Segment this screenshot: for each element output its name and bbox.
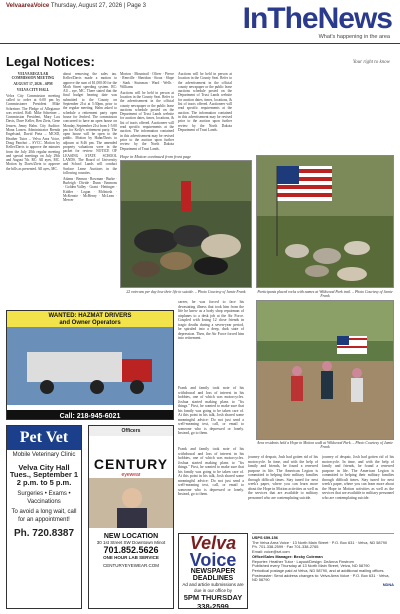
story-column-c2: journey of despair, Josh had gotten rid of his motorcycle. In time, and with the help of family and friends, he found a renewed purpose in life. The American Legion is committed to helping their military families through difficult times. Stay tuned for next week's paper, where you can learn more about the Hope in Motion activities as well as the services that are available to military personnel who are contemplating suicide.: [322, 455, 394, 500]
usps-number: USPS 659-156: [252, 535, 278, 540]
voice-logo-voice: Voice: [189, 550, 237, 570]
usps-postage: Periodical postage paid at Velva, ND 58790, and at additional mailing offices.: [252, 567, 385, 573]
pet-vet-services: Surgeries • Exams • Vaccinations: [17, 491, 71, 505]
doctor-photo: [89, 478, 174, 528]
masthead-line: [6, 3, 146, 9]
meeting-text: Velva City Commission meeting called to order at 6:00 pm by Commissioner President Mike Schreiner. The Pledge of Allegiance was recited. Roll: Mike Schreiner – Commission President, Mary Lou Davis, Dave Keller, Ben Zietz, Gene Jensen, Jenny Hahn. City Auditor: Mona Larsen. Administrator Brenda Engelstad, David Pieta – MCSD, Heather Tutor – Velva Area Voice, Doug Panchot – SVCC. Motion by Keller/Davis to approve the minutes from the July 20th regular meeting and special meetings on July 29th and August 7th. RC: All ayes, MC. Motion by Davis/Zietz to approve the bills as presented. All ayes, MC.: [6, 93, 60, 171]
rocks-flag-photo: [256, 155, 394, 288]
masthead: VelvaareaVoice: [6, 3, 50, 9]
usps-address: The Velva Area Voice · 13 North Main Street · P.O. Box 631 · Velva, ND 58790: [252, 539, 388, 545]
flag-rocks-illustration: [257, 156, 394, 288]
story-column-b: Frank and family took note of his withdrawal and loss of interest in his hobbies, one of which was motorcycles. Joshua started making plans to "fix things." First, he wanted to make sure that his family was going to be taken care of. At this point in his talk, Josh shared some meaningful advice: Do not just send a well-meaning text, call, or email to someone who is depressed or lonely. Instead, go to them.: [178, 386, 244, 435]
pet-vet-time: 2 p.m. to 5 p.m.: [16, 477, 72, 487]
meeting-place: VELVA CITY HALL: [16, 87, 50, 92]
pet-vet-body: [7, 450, 81, 540]
pet-vet-ad: [6, 425, 82, 609]
usps-email[interactable]: Email: voice@srt.com: [252, 549, 290, 555]
meeting-text-cont: about removing the sales tax. Keller/Davis made a motion to approve the sum of $1,000.00 for the Moth Street speeding system. RC: All – aye, MC. There stated that the final budget hearing date was submitted to the County on September 21st at 5:30pm, prior to the regular meeting. Hahn asked to schedule a retirement party open house for Jenfred. The commission concurred to have an open house on Monday, September 21st from 1-5:00 pm for Kelly's retirement party. The open house will be open to the public. Motion by Hahn/Davis to adjourn at 8:46 pm. The amended property valuations were in the packet for review. NOTICE OF LEASING STATE SCHOOL LANDS. The Board of University and School Lands will conduct Surface Lease Auctions in the following counties.: [63, 72, 117, 175]
century-website[interactable]: CENTURYEYEWEAR.COM: [103, 563, 159, 568]
usps-postmaster: Postmaster: Send address changes to: Velva Area Voice · P.O. Box 631 · Velva, ND 58790: [252, 572, 390, 583]
county-list-2: Morton · Mountrail · Oliver · Pierce · Renville · Sheridan · Sioux · Slope · Stark · Stutsman · Ward · Wells · Williams: [120, 72, 174, 89]
legal-column-2: [63, 72, 117, 302]
continued-caption: Hope in Motion continued from front page: [120, 154, 192, 159]
ndna-badge: NDNA: [382, 582, 394, 588]
century-sub: eyewear: [121, 472, 141, 478]
page-header: [0, 0, 400, 44]
usps-phone: Ph. 701-338-2599 · Fax 701-338-2765: [252, 544, 319, 550]
truck-illustration: [7, 327, 174, 405]
pet-vet-location: Velva City Hall: [18, 462, 70, 472]
usps-staff-2: Reporter: Heather Tutor · Layout/Design: DeAnna Finstrom: [252, 558, 354, 564]
pet-vet-title: Pet Vet: [7, 426, 81, 450]
hazmat-ad-header: [7, 311, 173, 327]
section-subtitle: What's happening in the area: [318, 34, 390, 40]
century-phone: 701.852.5626: [103, 545, 159, 555]
story-column-b2: Frank and family took note of his withdrawal and loss of interest in his hobbies, one of which was motorcycles. Joshua started making plans to "fix things." First, he wanted to make sure that his family was going to be taken care of. At this point in his talk, Josh shared some meaningful advice: Do not just send a well-meaning text, call, or email to someone who is depressed or lonely. Instead, go to them.: [178, 447, 244, 496]
auction-text: Auctions will be held in person at location in the County Seat. Refer to the advertisement in the official county newspaper or the public lease auctions schedule posted on the Department of Trust Lands website for auction dates, times, locations, & list of tracts offered. Auctioneer will read specific requirements at the auction. The information contained in this advertisement may be revised prior to the auction upon further review by the North Dakota Department of Trust Lands.: [120, 90, 174, 151]
century-location: NEW LOCATION: [103, 533, 159, 540]
shoes-illustration: [121, 161, 252, 288]
veteran-shoes-photo: [120, 160, 252, 288]
county-list-1: Adams · Benson · Bowman · Burke · Burleigh · Divide · Dunn · Emmons · Golden Valley · Grant · Hettinger · Kidder · Logan · McIntosh · McKenzie · McHenry · McLean · Mercer: [63, 176, 117, 203]
hazmat-phone: Call: 218-945-6021: [7, 410, 173, 420]
right-to-know-note: Your right to know: [352, 60, 390, 65]
walkers-caption: Area residents held a Hope in Motion walk at Wildwood Park. – Photo Courtesy of Jamie Frank: [257, 441, 393, 449]
walkers-illustration: [257, 301, 394, 440]
shoes-caption: 22 veterans per day lose their life to suicide. – Photo Courtesy of Jamie Frank: [126, 290, 246, 294]
voice-phone: 338-2599: [197, 602, 229, 609]
section-title: InTheNews: [242, 2, 392, 35]
walkers-photo: [256, 300, 394, 440]
century-logo: CENTURY: [93, 456, 169, 472]
meeting-date: AUGUST 17, 2026 – 6PM: [13, 82, 53, 87]
century-note: ONE HOUR LAB SERVICE: [103, 555, 159, 560]
usps-staff-1: Office/Sales Manager: Becky Coleman: [252, 553, 323, 559]
century-address: 30 1st Street SW Downtown Minot: [96, 540, 166, 545]
legal-column-4: [178, 72, 232, 152]
date-line: Thursday, August 27, 2026 | Page 3: [50, 3, 147, 9]
pet-vet-sub: Mobile Veterinary Clinic: [12, 452, 76, 458]
voice-deadlines-text: Ad and article submissions are due in our office by: [182, 582, 244, 593]
legal-column-1: [6, 72, 60, 302]
voice-logo-velva: Velva: [189, 533, 237, 553]
story-column-a: career, he was forced to face his devastating illness that took him from the life he knew as a body shop repairman of airplanes to a desk job at the Air Force. Coupled with losing 12 close friends in tragic deaths during a seven-year period, he spiraled into a deep, dark state of depression. Then, the Air Force forced him into retirement.: [178, 300, 244, 340]
rocks-caption: Participants placed rocks with names at Wildwood Park trail. – Photo Courtesy of Jamie Frank: [257, 290, 393, 298]
legal-notices-heading: Legal Notices:: [6, 54, 95, 69]
usps-published: Published every Thursday at 13 North Main Street, Velva, ND 58790: [252, 563, 370, 569]
legal-column-3: [120, 72, 174, 152]
hazmat-subline: and Owner Operators: [59, 320, 121, 326]
pet-vet-note: To avoid a long wait, call for an appointment!: [11, 509, 77, 523]
hazmat-headline: WANTED: HAZMAT DRIVERS: [48, 313, 132, 319]
century-eyewear-ad: [88, 425, 174, 609]
hazmat-ad: [6, 310, 174, 420]
voice-deadlines-ad: [178, 533, 248, 609]
voice-deadline-time: 5PM THURSDAY: [183, 593, 243, 602]
pet-vet-phone: Ph. 720.8387: [13, 528, 75, 539]
voice-deadlines-title: NEWSPAPER DEADLINES: [190, 568, 236, 582]
meeting-title: VELVA REGULAR COMMISSION MEETING: [11, 72, 55, 81]
story-column-c: journey of despair, Josh had gotten rid of his motorcycle. In time, and with the help of family and friends, he found a renewed purpose in life. The American Legion is committed to helping their military families through difficult times. Stay tuned for next week's paper, where you can learn more about the Hope in Motion activities as well as the services that are available to military personnel who are contemplating suicide.: [248, 455, 318, 500]
auction-text-2: Auctions will be held in person at location in the County Seat. Refer to the advertisement in the official county newspaper or the public lease auctions schedule posted on the Department of Trust Lands website for auction dates, times, locations, & list of tracts offered. Auctioneer will read specific requirements at the auction. The information contained in this advertisement may be revised prior to the auction upon further review by the North Dakota Department of Trust Lands.: [178, 72, 232, 132]
usps-info: [252, 533, 394, 609]
officers-title: Officers: [89, 426, 173, 436]
pet-vet-date: Tues., September 1: [9, 470, 79, 479]
